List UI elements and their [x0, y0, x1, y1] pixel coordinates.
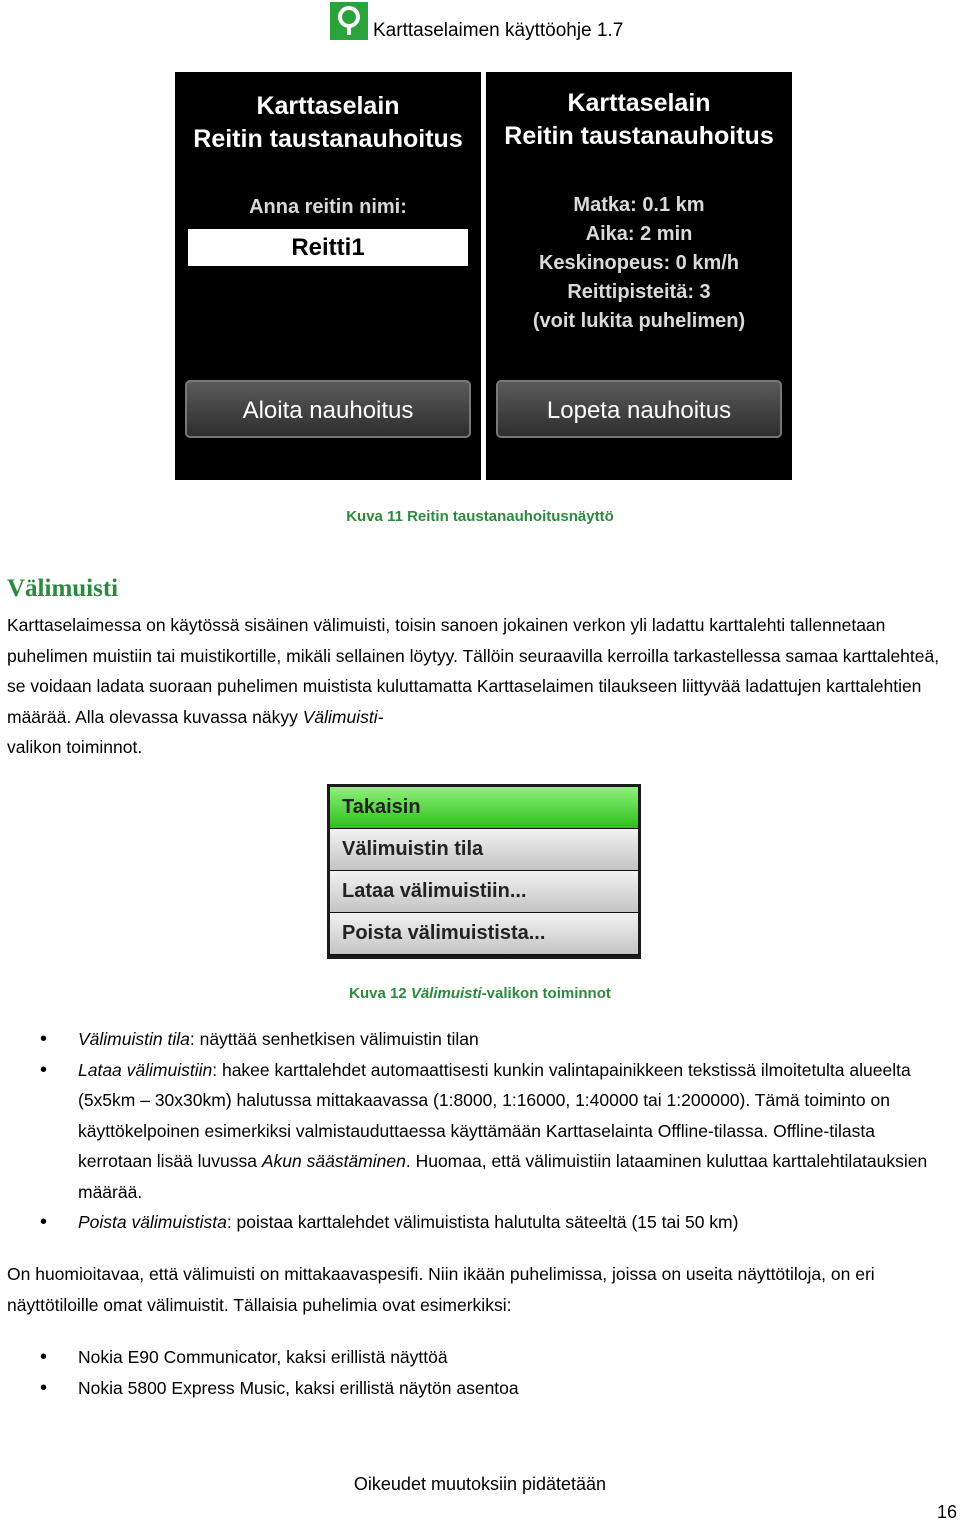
list-item: • Lataa välimuistiin: hakee karttalehdet automaattisesti kunkin valintapainikkeen tekstissä ilmoitetulta alueelta (5x5km – 30x30km) halutussa mittakaavassa (1:8000, 1:16000, 1:40000 tai 1:200000). Tämä toiminto on käyttökelpoinen esimerkiksi valmistauduttaessa käyttämään Karttaselainta Offline-tilassa. Offline-tilasta kerrotaan lisää luvussa Akun säästäminen. Huomaa, että välimuistiin lataaminen kuluttaa karttalehtilatauksien määrää. [30, 1055, 930, 1208]
screen-title: Karttaselain Reitin taustanauhoitus [504, 89, 774, 150]
route-name-input[interactable]: Reitti1 [188, 229, 468, 266]
route-stats [486, 191, 792, 336]
time-stat: Aika: 2 min [585, 223, 693, 245]
route-points-stat: Reittipisteitä: 3 [567, 281, 711, 303]
document-title: Karttaselaimen käyttöohje 1.7 [373, 20, 624, 41]
avg-speed-stat: Keskinopeus: 0 km/h [538, 252, 740, 274]
route-name-label: Anna reitin nimi: [249, 196, 407, 218]
paragraph: Karttaselaimessa on käytössä sisäinen välimuisti, toisin sanoen jokainen verkon yli ladattu karttalehti tallennetaan puhelimen muistiin tai muistikortille, mikäli sellainen löytyy. Tällöin seuraavilla kerroilla tarkastellessa samaa karttalehteä, se voidaan ladata suoraan puhelimen muistista kuluttamatta Karttaselaimen tilaukseen liittyvää ladattujen karttalehtien määrää. Alla olevassa kuvassa näkyy Välimuisti- valikon toiminnot. [7, 615, 940, 757]
menu-item-clear-cache[interactable]: Poista välimuistista... [330, 913, 638, 954]
list-item: • Nokia E90 Communicator, kaksi erillistä näyttöä [30, 1342, 930, 1373]
list-item: • Välimuistin tila: näyttää senhetkisen välimuistin tilan [30, 1024, 930, 1055]
footer-text: Oikeudet muutoksiin pidätetään [353, 1474, 607, 1494]
lock-hint: (voit lukita puhelimen) [532, 310, 746, 332]
start-recording-button[interactable]: Aloita nauhoitus [185, 380, 471, 438]
list-item: • Poista välimuistista: poistaa karttalehdet välimuistista halutulta säteeltä (15 tai 50 km) [30, 1207, 930, 1238]
map-pin-icon [330, 2, 368, 40]
app-logo [330, 2, 368, 40]
recording-stop-screen [486, 72, 792, 480]
list-item: • Nokia 5800 Express Music, kaksi erillistä näytön asentoa [30, 1373, 930, 1404]
distance-stat: Matka: 0.1 km [573, 194, 705, 216]
phone-list [30, 1342, 930, 1403]
menu-item-cache-status[interactable]: Välimuistin tila [330, 829, 638, 870]
figure-caption: Kuva 12 Välimuisti-valikon toiminnot [349, 985, 611, 1002]
cache-menu [327, 784, 641, 959]
recording-start-screen [175, 72, 481, 480]
menu-item-back[interactable]: Takaisin [330, 787, 638, 828]
menu-item-load-cache[interactable]: Lataa välimuistiin... [330, 871, 638, 912]
page-number: 16 [936, 1502, 957, 1522]
screen-title: Karttaselain Reitin taustanauhoitus [193, 92, 463, 153]
feature-list [30, 1024, 930, 1238]
stop-recording-button[interactable]: Lopeta nauhoitus [496, 380, 782, 438]
figure-caption: Kuva 11 Reitin taustanauhoitusnäyttö [346, 508, 614, 525]
section-heading: Välimuisti [7, 575, 119, 602]
paragraph: On huomioitavaa, että välimuisti on mittakaavaspesifi. Niin ikään puhelimissa, joissa on useita näyttötiloja, on eri näyttötiloille omat välimuistit. Tällaisia puhelimia ovat esimerkiksi: [7, 1264, 875, 1315]
